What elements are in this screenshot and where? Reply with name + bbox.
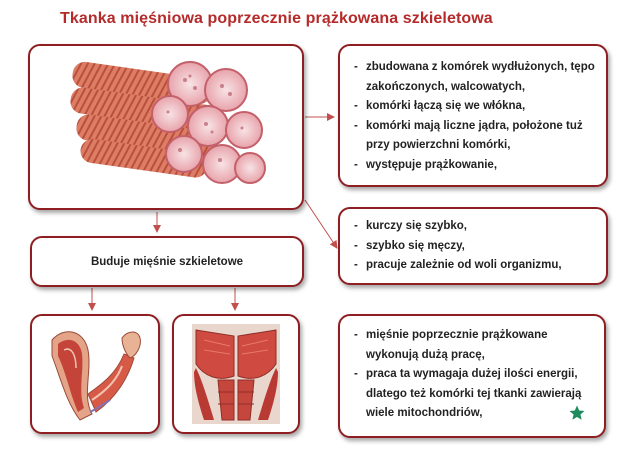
star-icon <box>568 404 586 422</box>
arm-image-box <box>30 314 160 434</box>
structure-features-list <box>354 58 598 175</box>
builds-box <box>30 236 304 287</box>
arm-muscle-illustration <box>32 316 158 432</box>
muscle-fibers-illustration <box>30 46 302 208</box>
list-item: - kurczy się szybko, <box>354 217 598 237</box>
list-item: - praca ta wymagaja dużej ilości energii, dlatego też komórki tej tkanki zawierają wiele mitochondriów, <box>354 365 590 424</box>
energy-features-list <box>354 326 590 424</box>
page-title: Tkanka mięśniowa poprzecznie prążkowana szkieletowa <box>60 10 493 27</box>
list-item: - zbudowana z komórek wydłużonych, tępo zakończonych, walcowatych, <box>354 58 598 97</box>
list-item: - komórki mają liczne jądra, położone tuż przy powierzchni komórki, <box>354 117 598 156</box>
list-item: - występuje prążkowanie, <box>354 156 598 176</box>
energy-features-box <box>338 314 606 438</box>
function-features-list <box>354 217 598 276</box>
function-features-box <box>338 207 608 285</box>
chest-image-box <box>172 314 300 434</box>
list-item: - komórki łączą się we włókna, <box>354 97 598 117</box>
list-item: - mięśnie poprzecznie prążkowane wykonują dużą pracę, <box>354 326 590 365</box>
fibers-image-box <box>28 44 304 210</box>
list-item: - szybko się męczy, <box>354 237 598 257</box>
chest-muscle-illustration <box>174 316 298 432</box>
list-item: - pracuje zależnie od woli organizmu, <box>354 256 598 276</box>
arrow-to-function <box>305 200 337 248</box>
builds-label: Buduje mięśnie szkieletowe <box>90 255 244 268</box>
structure-features-box <box>338 44 608 187</box>
